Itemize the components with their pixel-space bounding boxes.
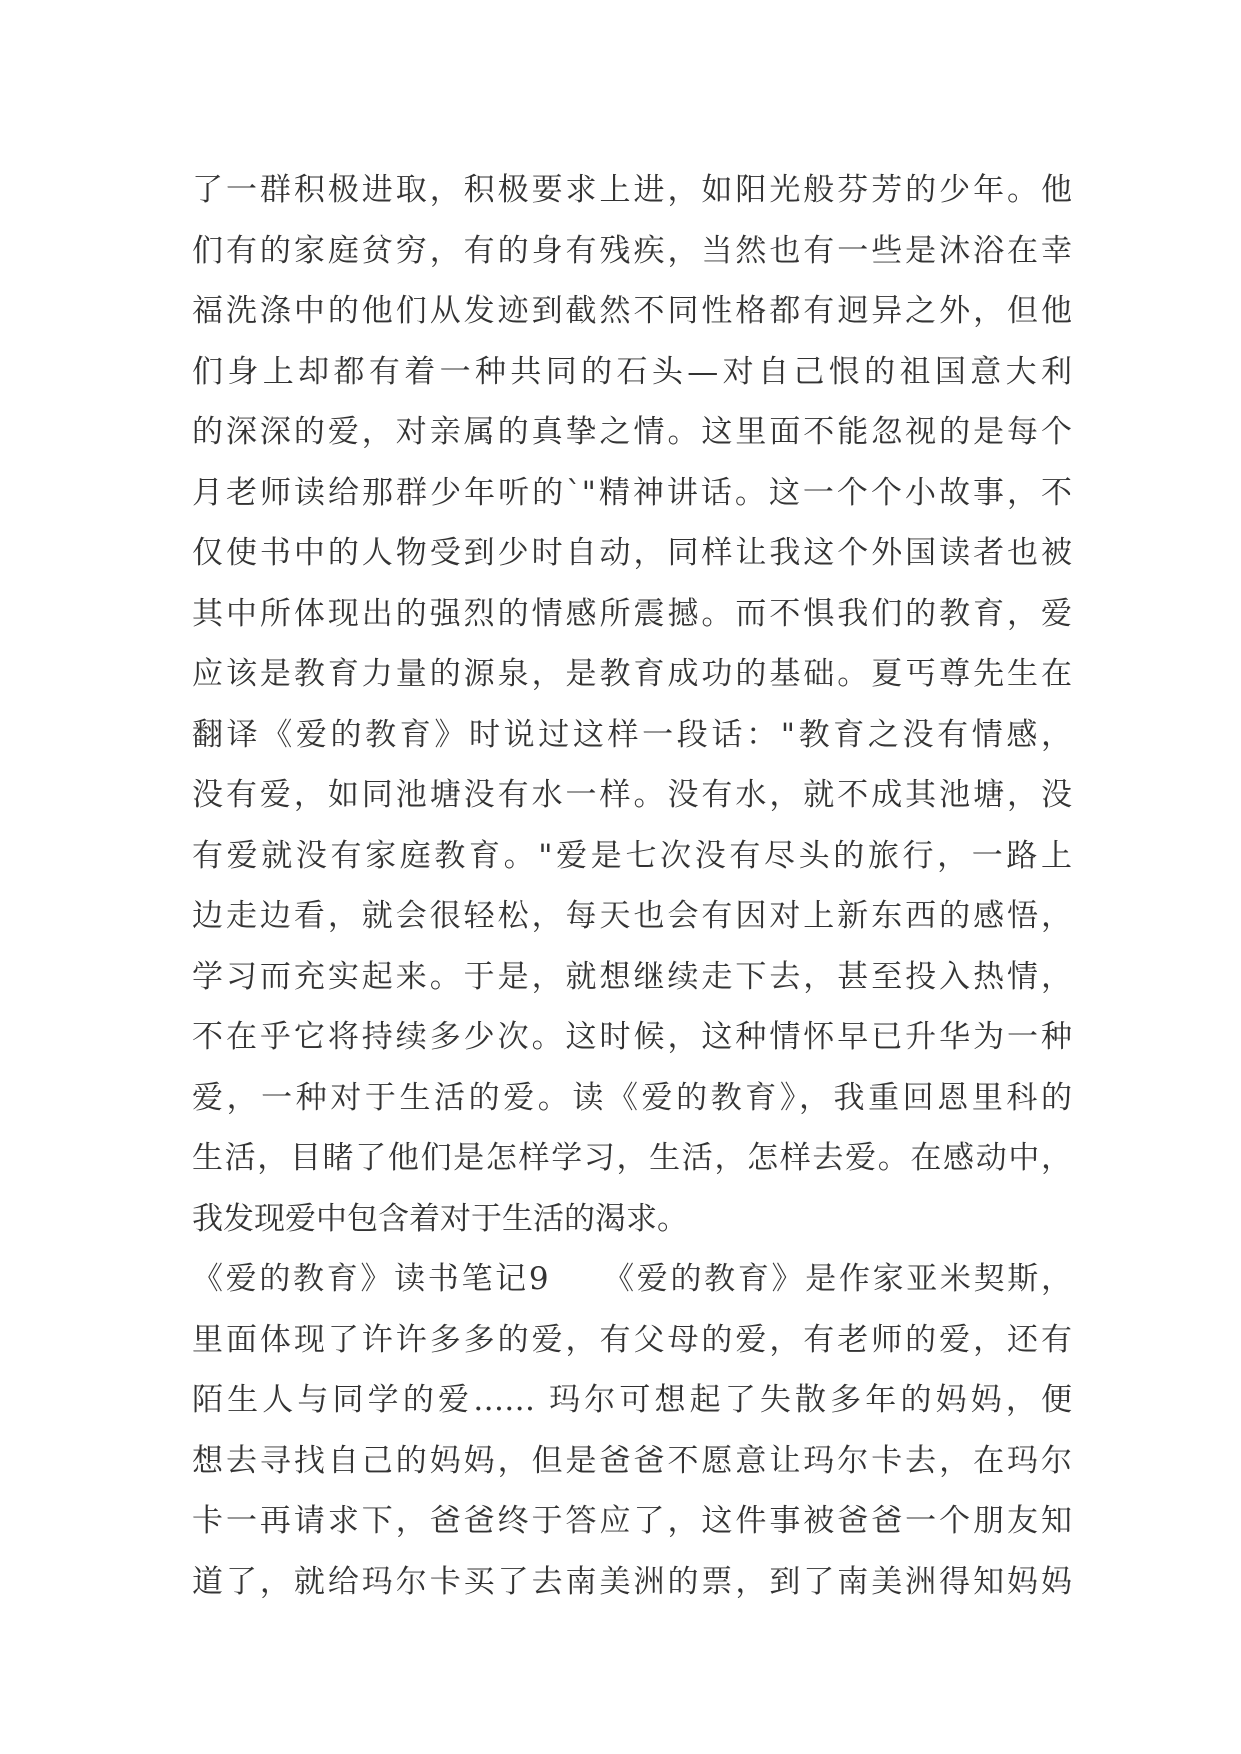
text-line: 生活，目睹了他们是怎样学习，生活，怎样去爱。在感动中， [192, 1140, 1072, 1176]
text-line: 我发现爱中包含着对于生活的渴求。 [192, 1200, 688, 1237]
text-line: 有爱就没有家庭教育。"爱是七次没有尽头的旅行，一路上 [192, 837, 1072, 874]
text-line: 们有的家庭贫穷，有的身有残疾，当然也有一些是沐浴在幸 [192, 232, 1072, 269]
text-line: 道了，就给玛尔卡买了去南美洲的票，到了南美洲得知妈妈 [192, 1563, 1072, 1600]
text-line: 不在乎它将持续多少次。这时候，这种情怀早已升华为一种 [192, 1019, 1072, 1055]
text-line: 卡一再请求下，爸爸终于答应了，这件事被爸爸一个朋友知 [192, 1503, 1072, 1539]
body-text [192, 160, 1072, 1612]
text-line: 没有爱，如同池塘没有水一样。没有水，就不成其池塘，没 [192, 777, 1072, 813]
text-line: 们身上却都有着一种共同的石头—对自己恨的祖国意大利 [192, 353, 1072, 390]
text-line: 陌生人与同学的爱…… 玛尔可想起了失散多年的妈妈，便 [192, 1382, 1072, 1418]
text-line: 月老师读给那群少年听的`"精神讲话。这一个个小故事，不 [192, 474, 1072, 511]
text-line: 了一群积极进取，积极要求上进，如阳光般芬芳的少年。他 [192, 172, 1072, 208]
text-line: 边走边看，就会很轻松，每天也会有因对上新东西的感悟， [192, 898, 1072, 934]
text-line: 翻译《爱的教育》时说过这样一段话："教育之没有情感， [192, 716, 1072, 753]
text-line: 福洗涤中的他们从发迹到截然不同性格都有迥异之外，但他 [192, 293, 1072, 329]
text-line: 里面体现了许许多多的爱，有父母的爱，有老师的爱，还有 [192, 1321, 1072, 1358]
text-line: 仅使书中的人物受到少时自动，同样让我这个外国读者也被 [192, 535, 1072, 571]
text-line: 其中所体现出的强烈的情感所震撼。而不惧我们的教育，爱 [192, 595, 1072, 632]
text-line: 应该是教育力量的源泉，是教育成功的基础。夏丐尊先生在 [192, 656, 1072, 692]
text-line: 想去寻找自己的妈妈，但是爸爸不愿意让玛尔卡去，在玛尔 [192, 1442, 1072, 1479]
section-heading-line: 《爱的教育》读书笔记9 《爱的教育》是作家亚米契斯， [192, 1261, 1072, 1297]
text-line: 学习而充实起来。于是，就想继续走下去，甚至投入热情， [192, 958, 1072, 995]
text-line: 爱，一种对于生活的爱。读《爱的教育》，我重回恩里科的 [192, 1079, 1072, 1116]
text-line: 的深深的爱，对亲属的真挚之情。这里面不能忽视的是每个 [192, 414, 1072, 450]
